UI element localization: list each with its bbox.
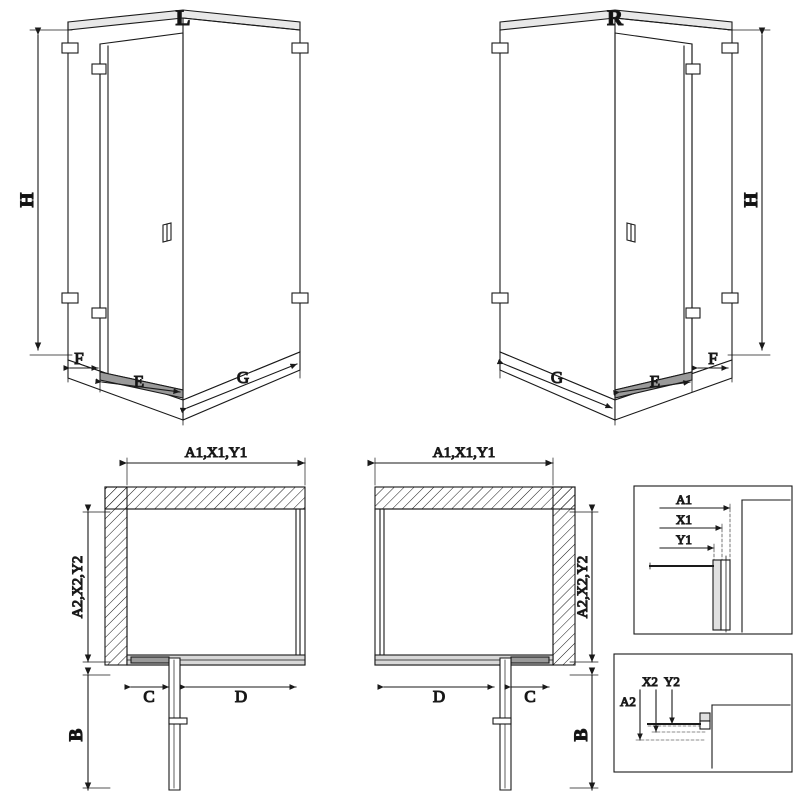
iso-left-label-G: G <box>236 368 250 387</box>
iso-right-title: R <box>607 5 623 30</box>
plan-left-label-D: D <box>234 687 248 706</box>
detail-top-label-X1: X1 <box>676 512 692 527</box>
iso-left-label-E: E <box>133 372 145 391</box>
plan-left-side-dim: A2,X2,Y2 <box>70 555 86 619</box>
detail-bottom-label-X2: X2 <box>642 674 658 689</box>
iso-right-label-F: F <box>708 349 718 368</box>
iso-left-title: L <box>175 5 191 30</box>
iso-right-label-G: G <box>550 368 564 387</box>
iso-left-label-F: F <box>74 349 84 368</box>
iso-view-right <box>492 5 770 425</box>
plan-left-label-C: C <box>143 687 155 706</box>
plan-right-label-C: C <box>524 687 536 706</box>
detail-top-label-A1: A1 <box>676 492 692 507</box>
plan-right-side-dim: A2,X2,Y2 <box>575 555 591 619</box>
iso-left-height-label: H <box>17 192 38 208</box>
plan-right-label-B: B <box>571 728 592 742</box>
plan-view-right <box>375 445 598 790</box>
plan-right-top-dim: A1,X1,Y1 <box>432 445 496 461</box>
plan-left-label-B: B <box>66 728 87 742</box>
detail-view-bottom <box>614 654 792 772</box>
plan-right-label-D: D <box>432 687 446 706</box>
detail-bottom-label-A2: A2 <box>620 694 636 709</box>
detail-view-top <box>634 486 792 634</box>
iso-view-left <box>17 5 308 425</box>
iso-right-label-E: E <box>649 372 661 391</box>
detail-bottom-label-Y2: Y2 <box>664 674 680 689</box>
plan-view-left <box>66 445 305 790</box>
iso-right-height-label: H <box>741 192 762 208</box>
plan-left-top-dim: A1,X1,Y1 <box>184 445 248 461</box>
detail-top-label-Y1: Y1 <box>676 532 692 547</box>
